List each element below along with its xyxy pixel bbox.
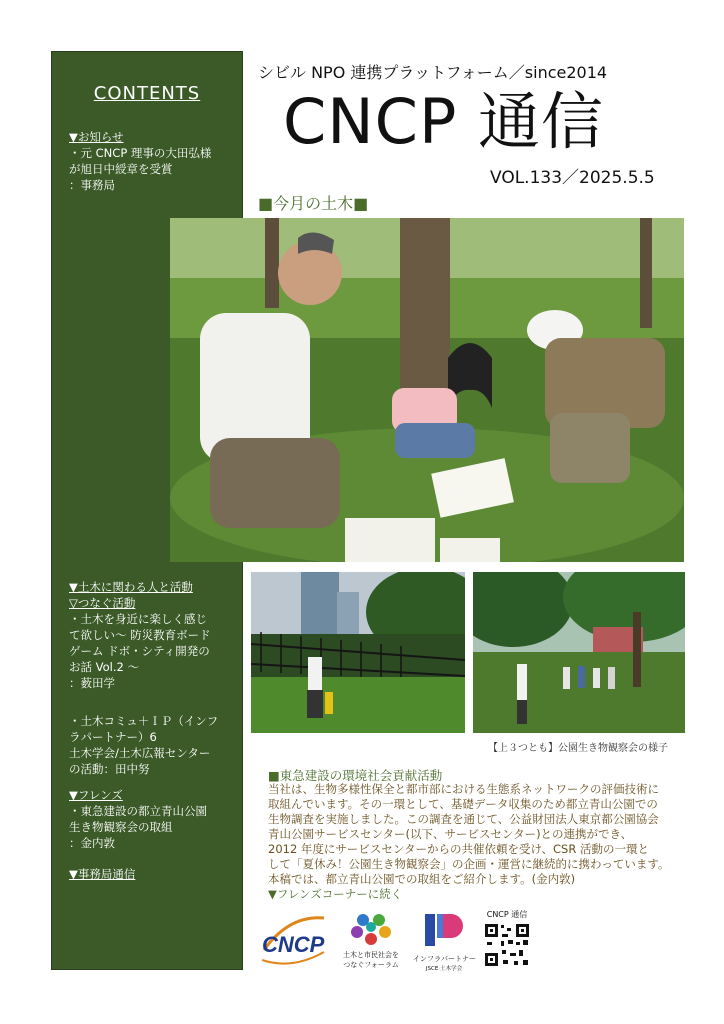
infra-logo-line2: JSCE 土木学会 [425,966,463,972]
article-body [268,782,688,902]
contents-news-line: ・元 CNCP 理事の大田弘様 [69,146,212,160]
contents-office-heading[interactable]: ▼事務局通信 [69,867,136,881]
forum-logo-line2: つなぐフォーラム [343,961,399,969]
forum-logo-line1: 土木と市民社会を [343,951,399,959]
contents-news[interactable] [69,129,237,193]
qr-label: CNCP 通信 [486,910,528,919]
newsletter-masthead: CNCP 通信 [283,85,605,158]
contents-office[interactable] [69,866,237,882]
contents-news-line: ：事務局 [69,178,115,192]
contents-friends-line: 生き物観察会の取組 [69,820,173,834]
article-line: 本稿では、都立青山公園での取組をご紹介します。(金内敦) [268,872,576,886]
contents-friends-heading[interactable]: ▼フレンズ [69,788,123,802]
contents-komyu-line: の活動：田中努 [69,762,150,776]
cncp-logo [258,910,328,970]
contents-friends-line: ・東急建設の都立青山公園 [69,804,207,818]
main-photo [170,218,684,562]
contents-people[interactable] [69,579,237,691]
contents-people-line: て欲しい～ 防災教育ボード [69,628,211,642]
contents-news-heading[interactable]: ▼お知らせ [69,130,124,144]
newsletter-subtitle: シビル NPO 連携プラットフォーム／since2014 [258,63,608,82]
article-line: 当社は、生物多様性保全と都市部における生態系ネットワークの評価技術に [268,782,659,796]
contents-komyu[interactable] [69,713,237,777]
contents-news-line: が旭日中綬章を受賞 [69,162,173,176]
article-line: 取組んでいます。その一環として、基礎データ収集のため都立青山公園での [268,797,658,811]
qr-code-icon[interactable] [481,920,533,970]
contents-people-line: ・土木を身近に楽しく感じ [69,612,207,626]
cncp-logo-text: CNCP [262,932,325,957]
contents-people-line: ：薮田学 [69,676,115,690]
photo-caption: 【上３つとも】公園生き物観察会の様子 [488,743,668,754]
contents-people-line: お話 Vol.2 ～ [69,660,139,674]
article-line: 生物調査を実施しました。この調査を通じて、公益財団法人東京都公園協会 [268,812,659,826]
contents-komyu-line: 土木学会/土木広報センター [69,746,211,760]
article-title: ■東急建設の環境社会貢献活動 [268,768,443,783]
article-line: 2012 年度にサービスセンターからの共催依頼を受け、CSR 活動の一環と [268,842,649,856]
qr-code-block[interactable] [481,909,533,971]
park-photo-left [251,572,465,733]
section-heading: ■今月の土木■ [258,194,369,213]
contents-komyu-line: ・土木コミュ＋ＩＰ（インフ [69,714,219,728]
contents-people-subheading[interactable]: ▽つなぐ活動 [69,596,136,610]
contents-people-line: ゲーム ドボ・シティ開発の [69,644,210,658]
forum-logo [336,912,406,968]
issue-volume: VOL.133／2025.5.5 [490,168,655,188]
contents-friends[interactable] [69,787,237,851]
contents-komyu-line: ラパートナー）6 [69,730,157,744]
contents-people-heading[interactable]: ▼土木に関わる人と活動 [69,580,193,594]
infra-partner-logo [413,910,475,970]
article-continue-link[interactable]: ▼フレンズコーナーに続く [268,887,403,901]
infra-logo-line1: インフラパートナー [413,955,476,963]
article-line: して「夏休み！公園生き物観察会」の企画・運営に継続的に携わっています。 [268,857,670,871]
contents-title: CONTENTS [93,83,201,104]
contents-friends-line: ：金内敦 [69,836,115,850]
article-line: 青山公園サービスセンター(以下、サービスセンター)との連携ができ、 [268,827,633,841]
park-photo-right [473,572,685,733]
